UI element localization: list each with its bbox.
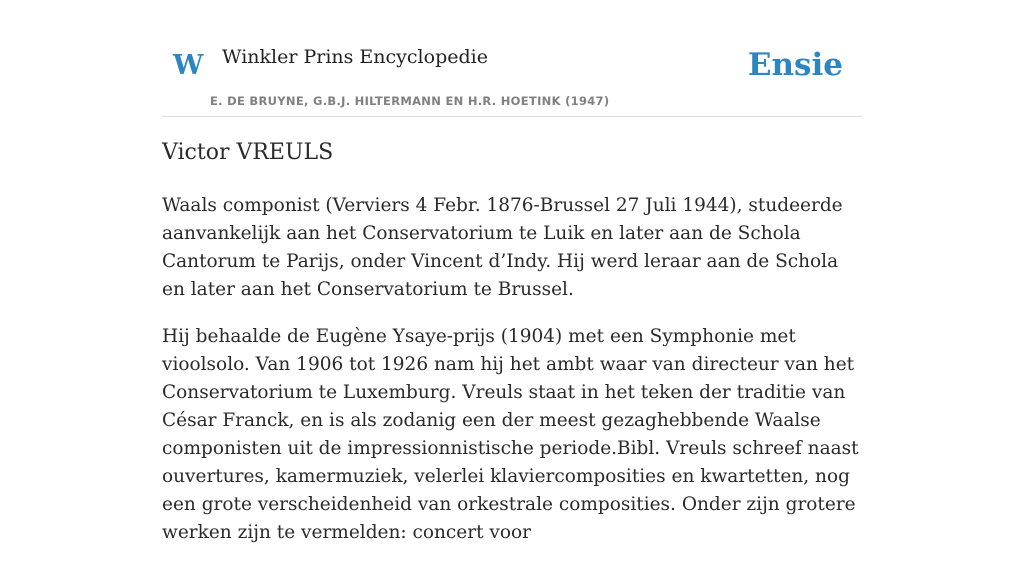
article-paragraph: Waals componist (Verviers 4 Febr. 1876-Brussel 27 Juli 1944), studeerde aanvankelijk aan het Conservatorium te Luik en later aan de Schola Cantorum te Parijs, onder Vincent d’Indy. Hij werd leraar aan de Schola en later aan het Conservatorium te Brussel. bbox=[162, 195, 843, 300]
source-authors: E. DE BRUYNE, G.B.J. HILTERMANN EN H.R. HOETINK (1947) bbox=[210, 94, 610, 108]
page-content bbox=[162, 0, 862, 543]
article-title: Victor VREULS bbox=[162, 140, 334, 165]
source-title[interactable]: Winkler Prins Encyclopedie bbox=[222, 46, 488, 68]
winkler-prins-logo[interactable]: W bbox=[173, 50, 204, 81]
source-header bbox=[162, 0, 862, 117]
article-paragraph: Hij behaalde de Eugène Ysaye-prijs (1904) met een Symphonie met vioolsolo. Van 1906 tot 1926 nam hij het ambt waar van directeur van het Conservatorium te Luxemburg. Vreuls staat in het teken der traditie van César Franck, en is als zodanig een der meest gezaghebbende Waalse componisten uit de impressionnistische periode.Bibl. Vreuls schreef naast ouvertures, kamermuziek, velerlei klaviercomposities en kwartetten, nog een grote verscheidenheid van orkestrale composities. Onder zijn grotere werken zijn te vermelden: concert voor bbox=[162, 326, 859, 543]
ensie-logo-link[interactable]: Ensie bbox=[747, 47, 843, 83]
article-body bbox=[162, 192, 862, 566]
